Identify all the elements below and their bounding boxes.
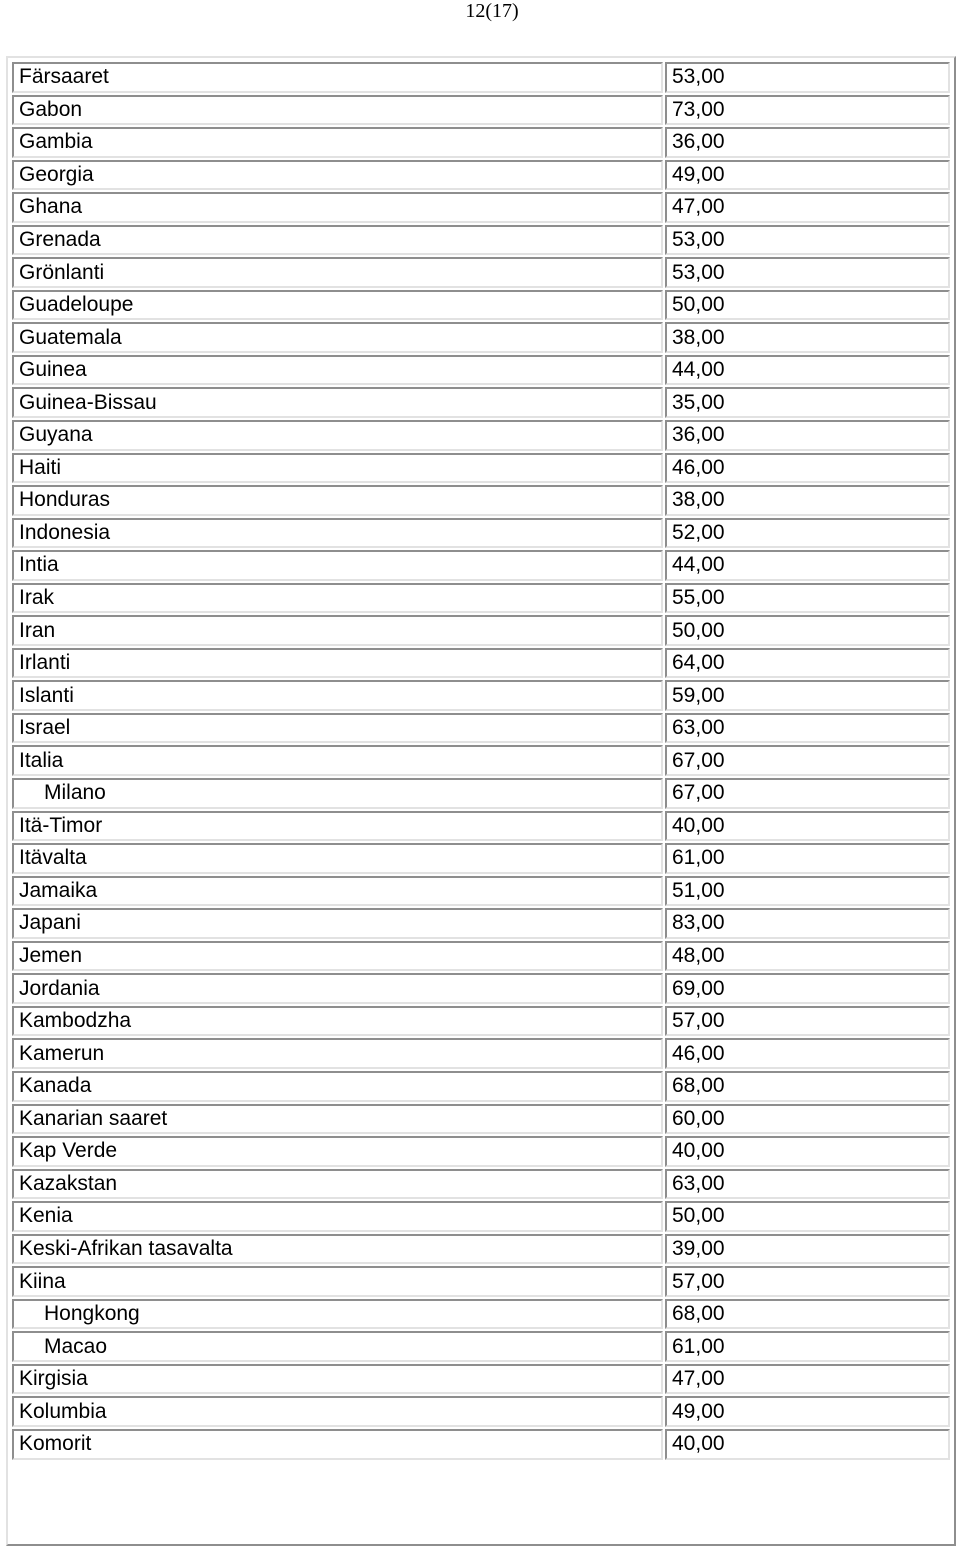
table-row (12, 941, 950, 972)
rates-table-body (12, 62, 950, 1460)
value-cell: 49,00 (665, 160, 950, 191)
value-cell: 68,00 (665, 1299, 950, 1330)
value-cell: 38,00 (665, 322, 950, 353)
table-row (12, 1331, 950, 1362)
table-row (12, 583, 950, 614)
value-cell: 69,00 (665, 973, 950, 1004)
country-name-cell: Kazakstan (12, 1169, 663, 1200)
value-cell: 49,00 (665, 1396, 950, 1427)
country-name-cell: Irak (12, 583, 663, 614)
country-name-cell: Jamaika (12, 876, 663, 907)
country-name-cell: Israel (12, 713, 663, 744)
country-name-cell: Kenia (12, 1201, 663, 1232)
country-name-cell: Grönlanti (12, 257, 663, 288)
table-row (12, 1396, 950, 1427)
value-cell: 83,00 (665, 908, 950, 939)
country-name-cell: Kamerun (12, 1038, 663, 1069)
country-name-cell: Georgia (12, 160, 663, 191)
table-row (12, 1234, 950, 1265)
table-row (12, 973, 950, 1004)
value-cell: 51,00 (665, 876, 950, 907)
country-name-cell: Kambodzha (12, 1006, 663, 1037)
table-row (12, 290, 950, 321)
country-name-cell: Haiti (12, 453, 663, 484)
table-row (12, 680, 950, 711)
country-name-cell: Ghana (12, 192, 663, 223)
table-row (12, 615, 950, 646)
country-name-cell: Italia (12, 745, 663, 776)
value-cell: 48,00 (665, 941, 950, 972)
country-name-cell: Guyana (12, 420, 663, 451)
table-row (12, 355, 950, 386)
country-name-cell: Itä-Timor (12, 811, 663, 842)
table-row (12, 1201, 950, 1232)
table-row (12, 225, 950, 256)
value-cell: 67,00 (665, 778, 950, 809)
value-cell: 47,00 (665, 192, 950, 223)
value-cell: 57,00 (665, 1266, 950, 1297)
value-cell: 63,00 (665, 1169, 950, 1200)
table-row (12, 713, 950, 744)
page-number: 12(17) (465, 0, 519, 22)
value-cell: 36,00 (665, 127, 950, 158)
table-row (12, 1136, 950, 1167)
country-name-cell: Honduras (12, 485, 663, 516)
table-row (12, 160, 950, 191)
country-name-cell: Keski-Afrikan tasavalta (12, 1234, 663, 1265)
country-name-cell: Kiina (12, 1266, 663, 1297)
value-cell: 60,00 (665, 1104, 950, 1135)
country-name-cell: Kanarian saaret (12, 1104, 663, 1135)
rates-table (10, 60, 952, 1462)
table-row (12, 453, 950, 484)
value-cell: 52,00 (665, 518, 950, 549)
sub-region-name-cell: Milano (12, 778, 663, 809)
table-row (12, 1071, 950, 1102)
table-row (12, 518, 950, 549)
value-cell: 50,00 (665, 615, 950, 646)
country-name-cell: Islanti (12, 680, 663, 711)
value-cell: 47,00 (665, 1364, 950, 1395)
value-cell: 50,00 (665, 1201, 950, 1232)
sub-region-name-cell: Macao (12, 1331, 663, 1362)
value-cell: 73,00 (665, 95, 950, 126)
country-name-cell: Kolumbia (12, 1396, 663, 1427)
country-name-cell: Kanada (12, 1071, 663, 1102)
table-row (12, 745, 950, 776)
country-name-cell: Iran (12, 615, 663, 646)
country-name-cell: Guatemala (12, 322, 663, 353)
table-row (12, 1429, 950, 1460)
table-row (12, 550, 950, 581)
country-name-cell: Jordania (12, 973, 663, 1004)
value-cell: 53,00 (665, 257, 950, 288)
value-cell: 61,00 (665, 1331, 950, 1362)
country-name-cell: Kap Verde (12, 1136, 663, 1167)
table-row (12, 843, 950, 874)
value-cell: 40,00 (665, 811, 950, 842)
value-cell: 61,00 (665, 843, 950, 874)
table-row (12, 485, 950, 516)
country-name-cell: Irlanti (12, 648, 663, 679)
country-name-cell: Guinea (12, 355, 663, 386)
country-name-cell: Komorit (12, 1429, 663, 1460)
value-cell: 44,00 (665, 355, 950, 386)
table-row (12, 95, 950, 126)
table-row (12, 420, 950, 451)
value-cell: 40,00 (665, 1429, 950, 1460)
value-cell: 59,00 (665, 680, 950, 711)
value-cell: 55,00 (665, 583, 950, 614)
table-row (12, 322, 950, 353)
value-cell: 64,00 (665, 648, 950, 679)
value-cell: 46,00 (665, 453, 950, 484)
table-row (12, 1104, 950, 1135)
table-row (12, 811, 950, 842)
table-row (12, 1038, 950, 1069)
country-name-cell: Färsaaret (12, 62, 663, 93)
value-cell: 67,00 (665, 745, 950, 776)
table-row (12, 648, 950, 679)
value-cell: 53,00 (665, 62, 950, 93)
country-name-cell: Intia (12, 550, 663, 581)
value-cell: 63,00 (665, 713, 950, 744)
value-cell: 44,00 (665, 550, 950, 581)
table-row (12, 778, 950, 809)
table-row (12, 1266, 950, 1297)
value-cell: 40,00 (665, 1136, 950, 1167)
table-row (12, 1006, 950, 1037)
table-row (12, 192, 950, 223)
country-name-cell: Itävalta (12, 843, 663, 874)
sub-region-name-cell: Hongkong (12, 1299, 663, 1330)
value-cell: 57,00 (665, 1006, 950, 1037)
country-name-cell: Gambia (12, 127, 663, 158)
table-row (12, 1169, 950, 1200)
value-cell: 46,00 (665, 1038, 950, 1069)
value-cell: 36,00 (665, 420, 950, 451)
country-name-cell: Gabon (12, 95, 663, 126)
value-cell: 39,00 (665, 1234, 950, 1265)
country-name-cell: Jemen (12, 941, 663, 972)
table-row (12, 387, 950, 418)
rates-table-frame (6, 56, 956, 1546)
table-row (12, 1364, 950, 1395)
table-row (12, 62, 950, 93)
value-cell: 50,00 (665, 290, 950, 321)
country-name-cell: Japani (12, 908, 663, 939)
value-cell: 68,00 (665, 1071, 950, 1102)
table-row (12, 876, 950, 907)
table-row (12, 908, 950, 939)
country-name-cell: Indonesia (12, 518, 663, 549)
table-row (12, 1299, 950, 1330)
value-cell: 38,00 (665, 485, 950, 516)
table-row (12, 257, 950, 288)
value-cell: 53,00 (665, 225, 950, 256)
country-name-cell: Grenada (12, 225, 663, 256)
country-name-cell: Guinea-Bissau (12, 387, 663, 418)
value-cell: 35,00 (665, 387, 950, 418)
table-row (12, 127, 950, 158)
country-name-cell: Kirgisia (12, 1364, 663, 1395)
country-name-cell: Guadeloupe (12, 290, 663, 321)
